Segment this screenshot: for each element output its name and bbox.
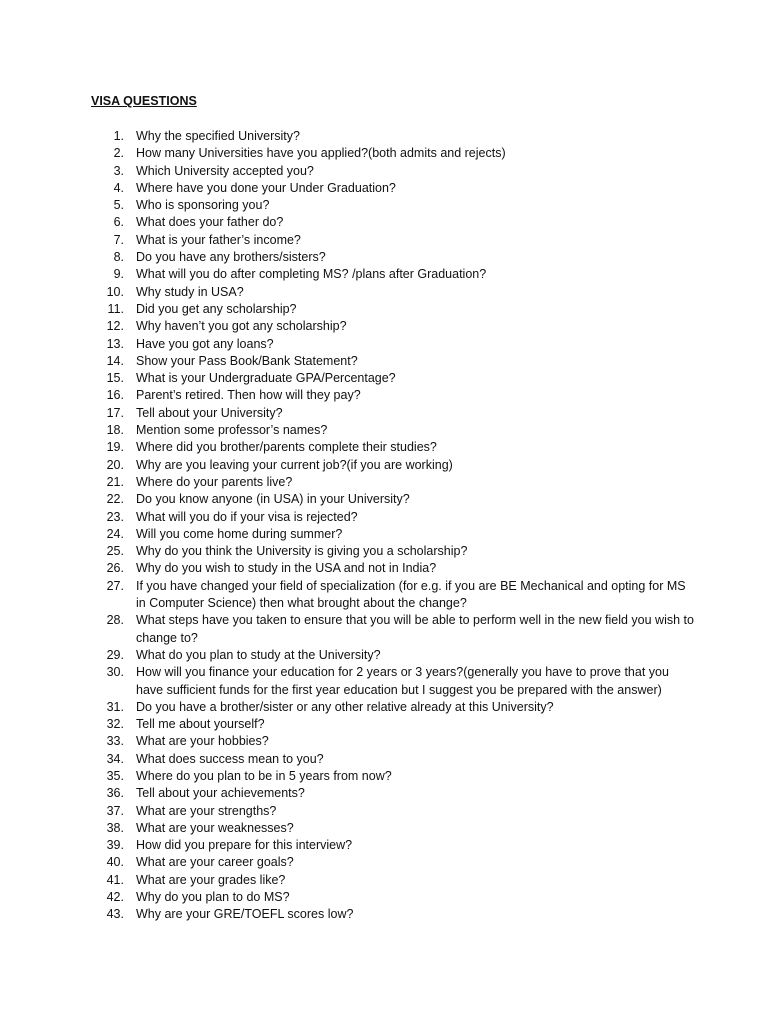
list-item [0, 266, 768, 283]
list-item-text: Why do you wish to study in the USA and not in India? [136, 561, 437, 576]
list-item [0, 128, 768, 145]
list-item-text: What does success mean to you? [136, 751, 324, 766]
list-item-text: How will you finance your education for 2 years or 3 years?(generally you have to prove that you have sufficient funds for the first year education but I suggest you be prepared with the answer) [136, 665, 669, 697]
list-item-number: 14. [106, 353, 124, 368]
list-item-text: What do you plan to study at the University? [136, 647, 381, 662]
list-item-text: What will you do after completing MS? /plans after Graduation? [136, 267, 487, 282]
list-item-text: Will you come home during summer? [136, 526, 343, 541]
list-item-number: 2. [113, 146, 124, 161]
list-item-text: Did you get any scholarship? [136, 301, 297, 316]
list-item-number: 26. [106, 561, 124, 576]
list-item [0, 785, 768, 802]
list-item-number: 7. [113, 232, 124, 247]
list-item-text: Why are you leaving your current job?(if you are working) [136, 457, 453, 472]
list-item-number: 20. [106, 457, 124, 472]
list-item [0, 474, 768, 491]
list-item-text: Parent’s retired. Then how will they pay? [136, 388, 361, 403]
list-item-text: How did you prepare for this interview? [136, 838, 353, 853]
list-item-text: Tell about your achievements? [136, 786, 305, 801]
question-list [0, 128, 768, 924]
list-item-number: 33. [106, 734, 124, 749]
list-item-text: Where have you done your Under Graduation? [136, 180, 396, 195]
list-item-text: What are your hobbies? [136, 734, 269, 749]
list-item-text: What are your career goals? [136, 855, 294, 870]
list-item-text: What are your grades like? [136, 872, 286, 887]
list-item-number: 24. [106, 526, 124, 541]
list-item [0, 336, 768, 353]
list-item [0, 803, 768, 820]
list-item [0, 664, 768, 699]
list-item-text: What will you do if your visa is rejected? [136, 509, 358, 524]
list-item-number: 3. [113, 163, 124, 178]
list-item-number: 16. [106, 388, 124, 403]
list-item [0, 699, 768, 716]
list-item-number: 22. [106, 492, 124, 507]
list-item-number: 30. [106, 665, 124, 680]
list-item-text: Why study in USA? [136, 284, 244, 299]
list-item-number: 5. [113, 198, 124, 213]
list-item [0, 405, 768, 422]
list-item-number: 6. [113, 215, 124, 230]
list-item [0, 751, 768, 768]
list-item [0, 733, 768, 750]
list-item [0, 180, 768, 197]
list-item-number: 18. [106, 423, 124, 438]
list-item-number: 11. [107, 301, 124, 316]
list-item-number: 43. [106, 907, 124, 922]
list-item [0, 163, 768, 180]
page-title: VISA QUESTIONS [91, 94, 197, 108]
list-item-text: Why are your GRE/TOEFL scores low? [136, 907, 354, 922]
list-item-number: 21. [106, 474, 124, 489]
list-item-text: Who is sponsoring you? [136, 198, 270, 213]
list-item-text: What steps have you taken to ensure that you will be able to perform well in the new field you wish to change to? [136, 613, 694, 645]
list-item-text: Why do you think the University is giving you a scholarship? [136, 544, 468, 559]
list-item-text: What is your Undergraduate GPA/Percentage? [136, 371, 396, 386]
list-item [0, 612, 768, 647]
list-item [0, 214, 768, 231]
list-item-text: Tell about your University? [136, 405, 283, 420]
list-item [0, 647, 768, 664]
list-item [0, 249, 768, 266]
list-item [0, 716, 768, 733]
list-item-number: 27. [106, 578, 124, 593]
list-item-number: 40. [106, 855, 124, 870]
list-item [0, 872, 768, 889]
list-item [0, 491, 768, 508]
list-item-number: 19. [106, 440, 124, 455]
list-item [0, 560, 768, 577]
list-item-number: 4. [113, 180, 124, 195]
list-item-number: 34. [106, 751, 124, 766]
list-item-number: 41. [106, 872, 124, 887]
list-item [0, 284, 768, 301]
list-item [0, 906, 768, 923]
list-item [0, 889, 768, 906]
list-item-text: Where do you plan to be in 5 years from now? [136, 768, 392, 783]
list-item [0, 145, 768, 162]
list-item-number: 23. [106, 509, 124, 524]
list-item-text: Where did you brother/parents complete their studies? [136, 440, 437, 455]
list-item-number: 15. [106, 371, 124, 386]
list-item-number: 8. [113, 250, 124, 265]
list-item [0, 578, 768, 613]
list-item-number: 39. [106, 838, 124, 853]
list-item [0, 439, 768, 456]
list-item-text: Where do your parents live? [136, 474, 293, 489]
list-item-number: 13. [106, 336, 124, 351]
list-item [0, 768, 768, 785]
list-item [0, 457, 768, 474]
list-item-text: If you have changed your field of specialization (for e.g. if you are BE Mechanical and opting for MS in Computer Science) then what brought about the change? [136, 578, 686, 611]
list-item-text: Mention some professor’s names? [136, 423, 328, 438]
list-item [0, 422, 768, 439]
list-item-number: 42. [106, 890, 124, 905]
list-item-text: Why haven’t you got any scholarship? [136, 319, 347, 334]
list-item-text: How many Universities have you applied?(both admits and rejects) [136, 146, 506, 161]
list-item-text: What are your weaknesses? [136, 820, 294, 835]
list-item [0, 526, 768, 543]
list-item [0, 353, 768, 370]
list-item-text: Do you have a brother/sister or any other relative already at this University? [136, 699, 554, 714]
list-item-number: 37. [106, 803, 124, 818]
list-item [0, 232, 768, 249]
list-item-number: 10. [106, 284, 124, 299]
list-item [0, 387, 768, 404]
list-item-text: Do you have any brothers/sisters? [136, 250, 326, 265]
list-item [0, 543, 768, 560]
list-item-number: 31. [106, 699, 124, 714]
list-item [0, 509, 768, 526]
list-item-number: 17. [106, 405, 124, 420]
list-item-number: 25. [106, 544, 124, 559]
list-item-text: Show your Pass Book/Bank Statement? [136, 353, 358, 368]
list-item-text: Do you know anyone (in USA) in your University? [136, 492, 410, 507]
list-item-number: 35. [106, 768, 124, 783]
list-item-text: What are your strengths? [136, 803, 277, 818]
list-item [0, 318, 768, 335]
list-item-text: What is your father’s income? [136, 232, 301, 247]
list-item [0, 854, 768, 871]
list-item-number: 1. [113, 129, 124, 143]
list-item-text: Why do you plan to do MS? [136, 890, 290, 905]
list-item-number: 36. [106, 786, 124, 801]
list-item-text: Which University accepted you? [136, 163, 314, 178]
list-item-number: 32. [106, 717, 124, 732]
list-item [0, 197, 768, 214]
list-item [0, 370, 768, 387]
list-item-number: 9. [113, 267, 124, 282]
list-item-text: Have you got any loans? [136, 336, 274, 351]
list-item [0, 301, 768, 318]
list-item-number: 28. [106, 613, 124, 628]
list-item-text: Why the specified University? [136, 129, 300, 143]
list-item-text: What does your father do? [136, 215, 284, 230]
list-item [0, 837, 768, 854]
list-item-text: Tell me about yourself? [136, 717, 265, 732]
list-item-number: 29. [106, 647, 124, 662]
list-item [0, 820, 768, 837]
list-item-number: 12. [106, 319, 124, 334]
list-item-number: 38. [106, 820, 124, 835]
